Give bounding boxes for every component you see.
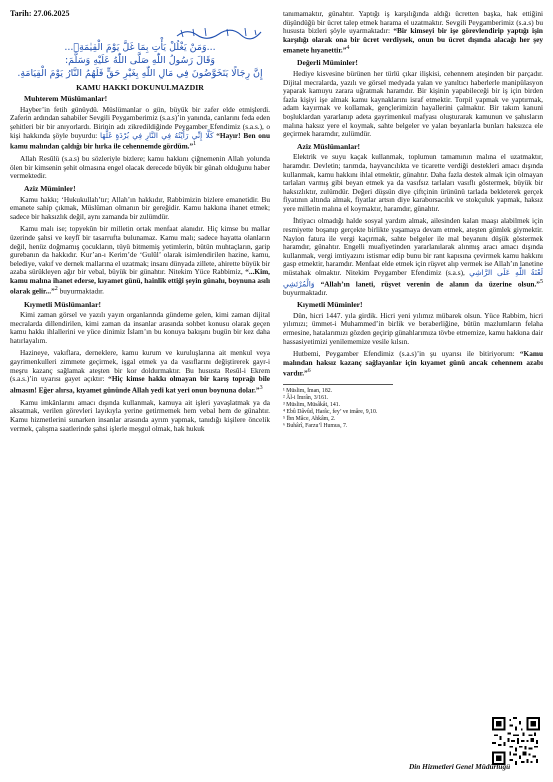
footnote: ⁶ Buhârî, Farzu’l Humus, 7. xyxy=(283,423,348,430)
footnote-ref: 5 xyxy=(539,278,544,285)
hadith-quote: “Hayır! Ben onu kamu malından çaldığı bir hırka ile cehennemde gördüm.” xyxy=(10,130,271,151)
greeting-heading: Kıymetli Müslümanlar! xyxy=(24,299,101,309)
footnote: ¹ Müslim, İman, 182. xyxy=(283,388,333,395)
footnote: ³ Müslim, Müsâkât, 141. xyxy=(283,402,341,409)
footnote-ref: 1 xyxy=(193,141,197,148)
footnote-ref: 4 xyxy=(346,45,350,52)
paragraph: Kamu hakkı; ‘Hukukullah’tır; Allah’ın hakkıdır, Rabbimizin bizlere emanetidir. Bu emanete sahip çıkmak, Müslüman olmanın bir gereğidir. Kamu hakkına ihanet etmek; sadece bir haksızlık değil, aynı zamanda bir zulümdür. xyxy=(10,194,270,221)
qr-code[interactable] xyxy=(492,717,540,765)
date-label: Tarih: 27.06.2025 xyxy=(10,9,70,18)
hadith-quote: “Bir kimseyi bir işe görevlendirip yaptığı işin karşılığı olarak ona bir ücret verdiysek, onun bu ücret dışında alacağı her şey emanete hıyanettir.” xyxy=(283,26,543,55)
paragraph: Kimi zaman görsel ve yazılı yayın organlarında gündeme gelen, kimi zaman dijital mecralarda dillendirilen, kimi zaman da insanlar arasında sohbet konusu olarak geçen kamu hakkı ihlallerini ve yüce dinimiz İslam’ın bu konuya bakışını bugün bir kez daha hatırlayalım. xyxy=(10,310,270,345)
footnote-ref: 2 xyxy=(54,286,58,293)
verse-quote: “...Kim, kamu malına ihanet ederse, kıyamet günü, hainlik ettiği şeyin günahı, boynuna asılı olarak gelir...” xyxy=(10,267,271,296)
greeting-heading: Kıymetli Müminler! xyxy=(297,300,363,310)
footnotes xyxy=(283,388,443,430)
paragraph: Elektrik ve suyu kaçak kullanmak, toplumun tamamının malına el uzatmaktır, haramdır. Devletin; tarımda, hayvancılıkta ve ticarette verdiği destekleri amacı dışında kullanmak, kamu hakkını ihlal etmektir, günahtır. Daha fazla destek almak için olmayan tarlaları varmış gibi beyan etmek ya da vasıfsız tarlaları vasıflı göstermek, büyük bir haksızlıktır, zulümdür. Değeri düşsün diye çiftçinin ürününü tarlada bekleterek gerçek fiyatının altında almak, fiyatlar artsın diye karaborsacılık ve stokçuluk yapmak, haksız yere milletin malına el koymaktır, haramdır, günahtır. xyxy=(283,152,543,213)
paragraph: Hayber’in fetih günüydü. Müslümanlar o gün, büyük bir zafer elde etmişlerdi. Zaferin ardından sahabiler Sevgili Peygamberimiz (s.a.s)’in yanında, canlarını feda eden şehitleri bir bir anıyorlardı. Birinin adı zikredildiğinde Peygamber Efendimiz (s.a.s.), o kişi hakkında şöyle buyurdu: كَلَّا إِنِّي رَأَيْتُهُ فِي النَّارِ فِي بُرْدَةٍ غَلَّهَا “Hayır! Ben onu kamu malından çaldığı bir hırka ile cehennemde gördüm.”$^1$ xyxy=(10,104,271,151)
paragraph: tanımamaktır, günahtır. Yaptığı iş karşılığında aldığı ücretten başka, hak ettiğini düşündüğü bir ücret talep etmek harama el uzatmaktır. Sevgili Peygamberimiz (s.a.s) bu hususta bizleri şöyle uyarmaktadır: “Bir kimseyi bir işe görevlendirip yaptığı işin karşılığı olarak ona bir ücret verdiysek, onun bu ücret dışında alacağı her şey emanete hıyanettir.”$^4$ xyxy=(283,9,543,55)
hadith-quote: “Kamu malından haksız kazanç sağlayanlar için kıyamet günü ancak cehennem azabı vardır.” xyxy=(283,349,543,378)
hadith-line: إِنَّ رِجَالًا يَتَخَوَّضُونَ فِي مَالِ اللّٰهِ بِغَيْرِ حَقٍّ فَلَهُمُ النَّارُ يَوْمَ الْقِيَامَةِ. xyxy=(17,67,263,79)
hadith-intro-line: وَقَالَ رَسُولُ اللّٰهِ صَلَّى اللّٰهُ عَلَيْهِ وَسَلَّمَ: xyxy=(64,54,216,66)
paragraph: Allah Resûlü (s.a.s) bu sözleriyle bizlere; kamu hakkını çiğnemenin Allah yolunda ölen bir kimsenin şehit olmasına engel olacak derecede büyük bir günah olduğunu haber vermektedir. xyxy=(10,154,270,181)
sermon-title: KAMU HAKKI DOKUNULMAZDIR xyxy=(76,82,204,92)
arabic-quote: لَعْنَةُ اللّٰهِ عَلَى الرَّاشِي وَالْمُرْتَشِي xyxy=(283,268,543,289)
footnote: ⁴ Ebû Dâvûd, Harâc, fey’ ve imâre, 9,10. xyxy=(283,409,378,416)
hadith-quote: “Allah’ın laneti, rüşvet verenin de alanın da üzerine olsun.” xyxy=(320,279,540,289)
footnote: ² Âl-i İmrân, 3/161. xyxy=(283,395,329,402)
paragraph: Kamu malı ise; topyekûn bir milletin ortak menfaat alanıdır. Hiç kimse bu mallar üzerinde şahsi ve keyfî bir tasarrufta bulunamaz. Kamu malı; sadece hayatta olanların değil, henüz doğmamış çocukların, tüyü bitmemiş yetimlerin, bütün muhtaçların, garip gurebanın da hakkıdır. Kur’an-ı Kerim’de ‘Gulûl’ olarak isimlendirilen hazine, kamu, belediye, vakıf ve dernek mallarına el uzatmak; insanı dünyada zillete, ahirette büyük bir azaba sürükleyen ağır bir vebal, büyük bir günahtır. Nitekim Yüce Rabbimiz, “...Kim, kamu malına ihanet ederse, kıyamet günü, hainlik ettiği şeyin günahı, boynuna asılı olarak gelir...”$^2$ buyurmaktadır. xyxy=(10,224,271,296)
arabic-quote: كَلَّا إِنِّي رَأَيْتُهُ فِي النَّارِ فِي بُرْدَةٍ غَلَّهَا xyxy=(100,130,214,140)
paragraph: Hazineye, vakıflara, derneklere, kamu kurum ve kuruluşlarına ait menkul veya gayrimenkulleri zimmete geçirmek, işgal etmek ya da vasıflarını değiştirerek gayr-i meşru kazanç sağlamak ateşten bir kor doldurmaktır. Bu hususta Resûl-i Ekrem (s.a.s.)’in uyarısı gayet açıktır: “Hiç kimse hakkı olmayan bir karış toprağı bile almasın! Eğer alırsa, kıyamet gününde Allah yedi kat yeri onun boynuna dolar.”$^3$ xyxy=(10,348,271,395)
verse-line-1: ...وَمَنْ يَغْلُلْ يَأْتِ بِمَا غَلَّ يَوْمَ الْقِيٰمَةِۚ... xyxy=(64,41,216,53)
left-column xyxy=(10,10,270,437)
paragraph: Hediye kisvesine bürünen her türlü çıkar ilişkisi, cehennem ateşinden bir parçadır. Dijital mecralarda, yazılı ve görsel medyada yalan ve yanıltıcı haberlerle manipülasyon yaparak kamuyu zarara uğratmak haramdır. Bir kişinin yapabileceği bir iş için birden fazla kişiyi işe almak kamu kaynaklarını israf etmektir. Torpil yapmak ve yaptırmak, adam kayırmak ve kollamak, gençlerimizin hayallerini çalmaktır. Bir takım kanuni boşluklardan yararlanıp adeta gayrimenkul mafyası oluşturarak kamunun ve şahısların malına haksız yere el koymak, sahte belgeler ve yalan beyanlarla bunları haksızca ele geçirmek haramdır, zulümdür. xyxy=(283,68,543,139)
footnote-ref: 3 xyxy=(259,384,263,391)
greeting-heading: Muhterem Müslümanlar! xyxy=(24,94,108,104)
paragraph: İhtiyacı olmadığı halde sosyal yardım almak, ailesinden kalan maaşı alabilmek için resmiyette boşanıp gerçekte birlikte yaşamaya devam etmek, ateşten gömlek giymektir. Naylon fatura ile vergi kaçırmak, sahte belgeler ile mal beyanını düşük göstermek haramdır, günahtır. Engelli muafiyetinden yararlanılarak alınmış aracı amacı dışında kullanmak, vergi imtiyazını istismar edip bunu bir rant kapısına çevirmek kamu hakkını gasp etmektir, haramdır. Menfaat elde etmek için rüşvet alıp vermek ise Allah’ın lanetine müstahak olmaktır. Nitekim Peygamber Efendimiz (s.a.s), لَعْنَةُ اللّٰهِ عَلَى الرَّاشِي وَالْمُرْتَشِي “Allah’ın laneti, rüşvet verenin de alanın da üzerine olsun.”$^5$ buyurmaktadır. xyxy=(283,216,544,297)
paragraph: Kamu imkânlarını amacı dışında kullanmak, kamuya ait işleri yavaşlatmak ya da aksatmak, verilen görevleri layıkıyla yerine getirmemek hem vebal hem de günahtır. Kamu hizmetlerini sunarken insanlar arasında ayrım yapmak, tanıdığı kişilere öncelik vermek, çalışma saatlerinde şahsi işlerle meşgul olmak, hak hukuk xyxy=(10,397,270,433)
greeting-heading: Aziz Müslümanlar! xyxy=(297,141,361,151)
paragraph: Dün, hicri 1447. yıla girdik. Hicri yeni yılımız mübarek olsun. Yüce Rabbim, hicri yılımızı; ümmet-i Muhammed’in birlik ve beraberliğine, bütün mazlumların felaha ermesine, hatalarımızı gözden geçirip günahlarımıza tövbe etmemize, kamu hakkına dair hassasiyetimizi yenilememize vesile kılsın. xyxy=(283,310,543,346)
footnote-divider xyxy=(283,384,393,385)
paragraph: Hutbemi, Peygamber Efendimiz (s.a.s)’in şu uyarısı ile bitiriyorum: “Kamu malından haksız kazanç sağlayanlar için kıyamet günü ancak cehennem azabı vardır.”$^6$ xyxy=(283,349,543,378)
greeting-heading: Değerli Müminler! xyxy=(297,58,358,68)
greeting-heading: Aziz Müminler! xyxy=(24,183,76,193)
signature: Din Hizmetleri Genel Müdürlüğü xyxy=(409,762,511,771)
hadith-quote: “Hiç kimse hakkı olmayan bir karış toprağı bile almasın! Eğer alırsa, kıyamet gününde Allah yedi kat yeri onun boynuna dolar.” xyxy=(10,374,271,395)
basmala-calligraphy xyxy=(175,26,263,40)
verse-block xyxy=(10,41,270,80)
footnote-ref: 6 xyxy=(307,368,311,375)
right-column xyxy=(283,10,543,430)
footnote: ⁵ İbn Mâce, Ahkâm, 2. xyxy=(283,416,336,423)
